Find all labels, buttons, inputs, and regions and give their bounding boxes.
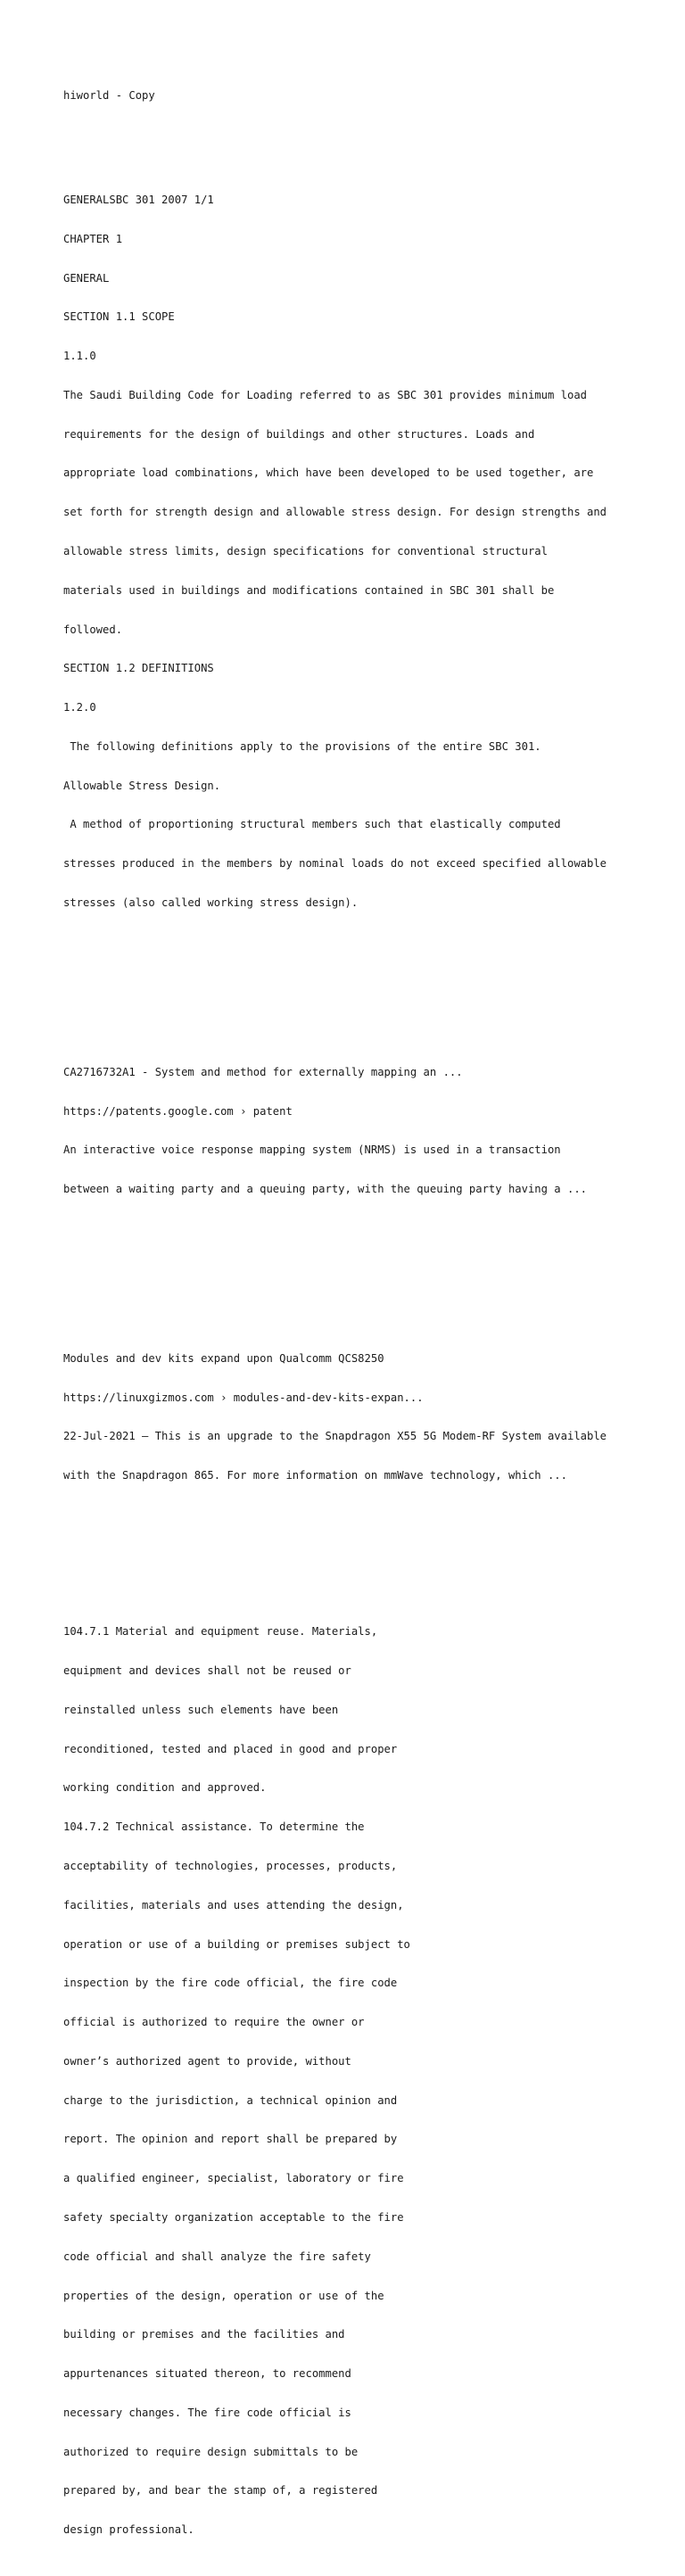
fire-code-line: prepared by, and bear the stamp of, a registered bbox=[63, 2484, 378, 2498]
result-snippet: An interactive voice response mapping system (NRMS) is used in a transaction bbox=[63, 1144, 561, 1157]
fire-code-line: official is authorized to require the owner or bbox=[63, 2016, 365, 2029]
sbc-line: stresses produced in the members by nominal loads do not exceed specified allowable bbox=[63, 857, 607, 871]
document-title: hiworld - Copy bbox=[63, 89, 155, 103]
sbc-line: The following definitions apply to the provisions of the entire SBC 301. bbox=[63, 739, 541, 753]
fire-code-line: inspection by the fire code official, the fire code bbox=[63, 1977, 398, 1990]
fire-code-line: properties of the design, operation or use of the bbox=[63, 2289, 384, 2302]
fire-code-line: code official and shall analyze the fire safety bbox=[63, 2250, 371, 2263]
fire-code-line: working condition and approved. bbox=[63, 1781, 267, 1795]
sbc-line: allowable stress limits, design specifications for conventional structural bbox=[63, 544, 548, 557]
fire-code-line: acceptability of technologies, processes, products, bbox=[63, 1859, 398, 1872]
result-url: https://patents.google.com › patent bbox=[63, 1104, 293, 1118]
fire-code-line: report. The opinion and report shall be prepared by bbox=[63, 2133, 398, 2146]
result-snippet: 22-Jul-2021 — This is an upgrade to the Snapdragon X55 5G Modem-RF System available bbox=[63, 1430, 607, 1443]
sbc-section bbox=[63, 168, 634, 936]
fire-code-line: equipment and devices shall not be reused or bbox=[63, 1664, 351, 1678]
sbc-line: GENERALSBC 301 2007 1/1 bbox=[63, 193, 214, 206]
fire-code-line: 104.7.2 Technical assistance. To determine the bbox=[63, 1821, 365, 1834]
sbc-line: 1.1.0 bbox=[63, 350, 96, 363]
fire-code-line: authorized to require design submittals to be bbox=[63, 2445, 359, 2458]
sbc-line: SECTION 1.2 DEFINITIONS bbox=[63, 662, 214, 675]
result-title: Modules and dev kits expand upon Qualcomm QCS8250 bbox=[63, 1351, 384, 1365]
spacer bbox=[63, 975, 634, 1001]
result-url: https://linuxgizmos.com › modules-and-dev-kits-expan... bbox=[63, 1391, 424, 1404]
fire-code-line: building or premises and the facilities and bbox=[63, 2328, 345, 2341]
sbc-line: GENERAL bbox=[63, 271, 110, 285]
sbc-line: SECTION 1.1 SCOPE bbox=[63, 310, 175, 324]
fire-code-line: reconditioned, tested and placed in good and proper bbox=[63, 1742, 398, 1755]
spacer bbox=[63, 1261, 634, 1287]
search-result-linuxgizmos bbox=[63, 1326, 634, 1508]
result-snippet: with the Snapdragon 865. For more information on mmWave technology, which ... bbox=[63, 1469, 567, 1482]
fire-code-line: necessary changes. The fire code official is bbox=[63, 2406, 351, 2419]
result-title: CA2716732A1 - System and method for externally mapping an ... bbox=[63, 1065, 463, 1078]
fire-code-line: appurtenances situated thereon, to recommend bbox=[63, 2367, 351, 2381]
sbc-line: Allowable Stress Design. bbox=[63, 779, 221, 792]
fire-code-line: 104.7.1 Material and equipment reuse. Materials, bbox=[63, 1625, 378, 1639]
fire-code-line: facilities, materials and uses attending the design, bbox=[63, 1898, 404, 1911]
result-snippet: between a waiting party and a queuing party, with the queuing party having a ... bbox=[63, 1183, 587, 1196]
fire-code-line: safety specialty organization acceptable to the fire bbox=[63, 2210, 404, 2224]
fire-code-line: owner’s authorized agent to provide, without bbox=[63, 2054, 351, 2068]
fire-code-line: operation or use of a building or premises subject to bbox=[63, 1937, 410, 1951]
sbc-line: requirements for the design of buildings and other structures. Loads and bbox=[63, 427, 535, 441]
sbc-line: A method of proportioning structural members such that elastically computed bbox=[63, 818, 561, 831]
sbc-line: followed. bbox=[63, 623, 123, 636]
spacer bbox=[63, 1548, 634, 1561]
sbc-line: set forth for strength design and allowable stress design. For design strengths and bbox=[63, 506, 607, 519]
fire-code-section bbox=[63, 1599, 634, 2563]
fire-code-line: a qualified engineer, specialist, laboratory or fire bbox=[63, 2172, 404, 2185]
sbc-line: 1.2.0 bbox=[63, 701, 96, 714]
document-page bbox=[63, 63, 634, 2576]
sbc-line: CHAPTER 1 bbox=[63, 232, 123, 245]
fire-code-line: design professional. bbox=[63, 2523, 194, 2537]
fire-code-line: reinstalled unless such elements have been bbox=[63, 1703, 339, 1716]
sbc-line: The Saudi Building Code for Loading referred to as SBC 301 provides minimum load bbox=[63, 388, 587, 401]
sbc-line: materials used in buildings and modifications contained in SBC 301 shall be bbox=[63, 583, 555, 597]
sbc-line: appropriate load combinations, which have been developed to be used together, are bbox=[63, 466, 594, 480]
fire-code-line: charge to the jurisdiction, a technical opinion and bbox=[63, 2093, 398, 2107]
search-result-patent bbox=[63, 1040, 634, 1222]
sbc-line: stresses (also called working stress design). bbox=[63, 896, 359, 909]
